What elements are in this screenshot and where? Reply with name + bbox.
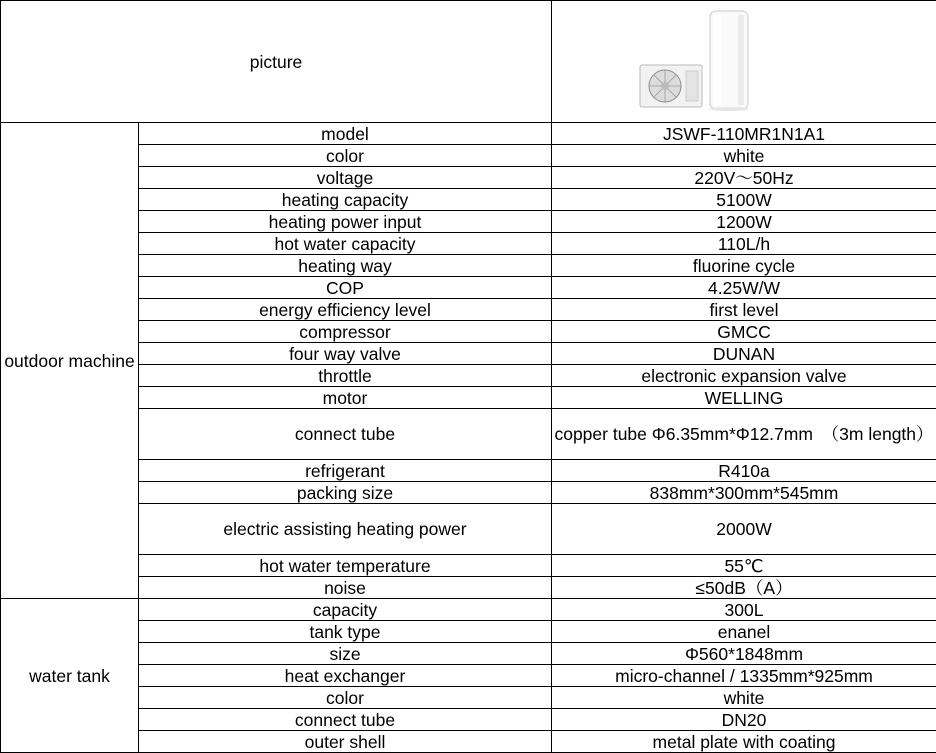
heat-pump-product-image bbox=[638, 9, 758, 113]
spec-row bbox=[1, 665, 936, 687]
spec-row bbox=[1, 321, 936, 343]
spec-value: 4.25W/W bbox=[552, 277, 936, 299]
spec-value: DUNAN bbox=[552, 343, 936, 365]
spec-row bbox=[1, 482, 936, 504]
spec-label: size bbox=[139, 643, 552, 665]
section-water-tank: water tank bbox=[1, 599, 139, 753]
spec-value: R410a bbox=[552, 460, 936, 482]
spec-value: enanel bbox=[552, 621, 936, 643]
spec-value: first level bbox=[552, 299, 936, 321]
spec-row bbox=[1, 233, 936, 255]
spec-row bbox=[1, 365, 936, 387]
spec-label: voltage bbox=[139, 167, 552, 189]
spec-row bbox=[1, 709, 936, 731]
spec-value: white bbox=[552, 687, 936, 709]
spec-value: 5100W bbox=[552, 189, 936, 211]
spec-row bbox=[1, 211, 936, 233]
spec-label: throttle bbox=[139, 365, 552, 387]
spec-value: 1200W bbox=[552, 211, 936, 233]
picture-row bbox=[1, 1, 936, 123]
section-outdoor-machine: outdoor machine bbox=[1, 123, 139, 599]
spec-value: GMCC bbox=[552, 321, 936, 343]
spec-row bbox=[1, 599, 936, 621]
spec-row bbox=[1, 504, 936, 555]
spec-value: JSWF-110MR1N1A1 bbox=[552, 123, 936, 145]
spec-label: connect tube bbox=[139, 709, 552, 731]
spec-row bbox=[1, 460, 936, 482]
spec-label: four way valve bbox=[139, 343, 552, 365]
spec-value: 838mm*300mm*545mm bbox=[552, 482, 936, 504]
product-picture-cell bbox=[552, 1, 936, 123]
spec-label: refrigerant bbox=[139, 460, 552, 482]
spec-row bbox=[1, 409, 936, 460]
spec-row bbox=[1, 343, 936, 365]
spec-row bbox=[1, 167, 936, 189]
spec-label: packing size bbox=[139, 482, 552, 504]
spec-row bbox=[1, 145, 936, 167]
spec-value: 110L/h bbox=[552, 233, 936, 255]
spec-label: tank type bbox=[139, 621, 552, 643]
spec-label: hot water capacity bbox=[139, 233, 552, 255]
spec-row bbox=[1, 621, 936, 643]
spec-row bbox=[1, 643, 936, 665]
spec-label: outer shell bbox=[139, 731, 552, 753]
spec-value: 300L bbox=[552, 599, 936, 621]
spec-label: heating way bbox=[139, 255, 552, 277]
spec-value: 55℃ bbox=[552, 555, 936, 577]
spec-label: heat exchanger bbox=[139, 665, 552, 687]
spec-row bbox=[1, 123, 936, 145]
spec-row bbox=[1, 387, 936, 409]
spec-label: compressor bbox=[139, 321, 552, 343]
spec-label: electric assisting heating power bbox=[139, 504, 552, 555]
spec-value: electronic expansion valve bbox=[552, 365, 936, 387]
spec-label: color bbox=[139, 145, 552, 167]
spec-value: 220V～50Hz bbox=[552, 167, 936, 189]
spec-row bbox=[1, 555, 936, 577]
spec-value: copper tube Φ6.35mm*Φ12.7mm （3m length） bbox=[552, 409, 936, 460]
spec-row bbox=[1, 731, 936, 753]
spec-label: capacity bbox=[139, 599, 552, 621]
spec-label: heating power input bbox=[139, 211, 552, 233]
spec-value: white bbox=[552, 145, 936, 167]
spec-value: 2000W bbox=[552, 504, 936, 555]
spec-label: connect tube bbox=[139, 409, 552, 460]
spec-value: metal plate with coating bbox=[552, 731, 936, 753]
spec-value: fluorine cycle bbox=[552, 255, 936, 277]
spec-label: noise bbox=[139, 577, 552, 599]
spec-label: hot water temperature bbox=[139, 555, 552, 577]
spec-row bbox=[1, 299, 936, 321]
spec-label: color bbox=[139, 687, 552, 709]
spec-row bbox=[1, 277, 936, 299]
spec-value: DN20 bbox=[552, 709, 936, 731]
spec-label: energy efficiency level bbox=[139, 299, 552, 321]
spec-value: WELLING bbox=[552, 387, 936, 409]
spec-row bbox=[1, 189, 936, 211]
spec-value: ≤50dB（A） bbox=[552, 577, 936, 599]
spec-label: COP bbox=[139, 277, 552, 299]
spec-row bbox=[1, 687, 936, 709]
spec-value: Φ560*1848mm bbox=[552, 643, 936, 665]
spec-label: motor bbox=[139, 387, 552, 409]
picture-label: picture bbox=[1, 1, 552, 123]
spec-label: heating capacity bbox=[139, 189, 552, 211]
spec-row bbox=[1, 255, 936, 277]
spec-row bbox=[1, 577, 936, 599]
spec-value: micro-channel / 1335mm*925mm bbox=[552, 665, 936, 687]
spec-label: model bbox=[139, 123, 552, 145]
